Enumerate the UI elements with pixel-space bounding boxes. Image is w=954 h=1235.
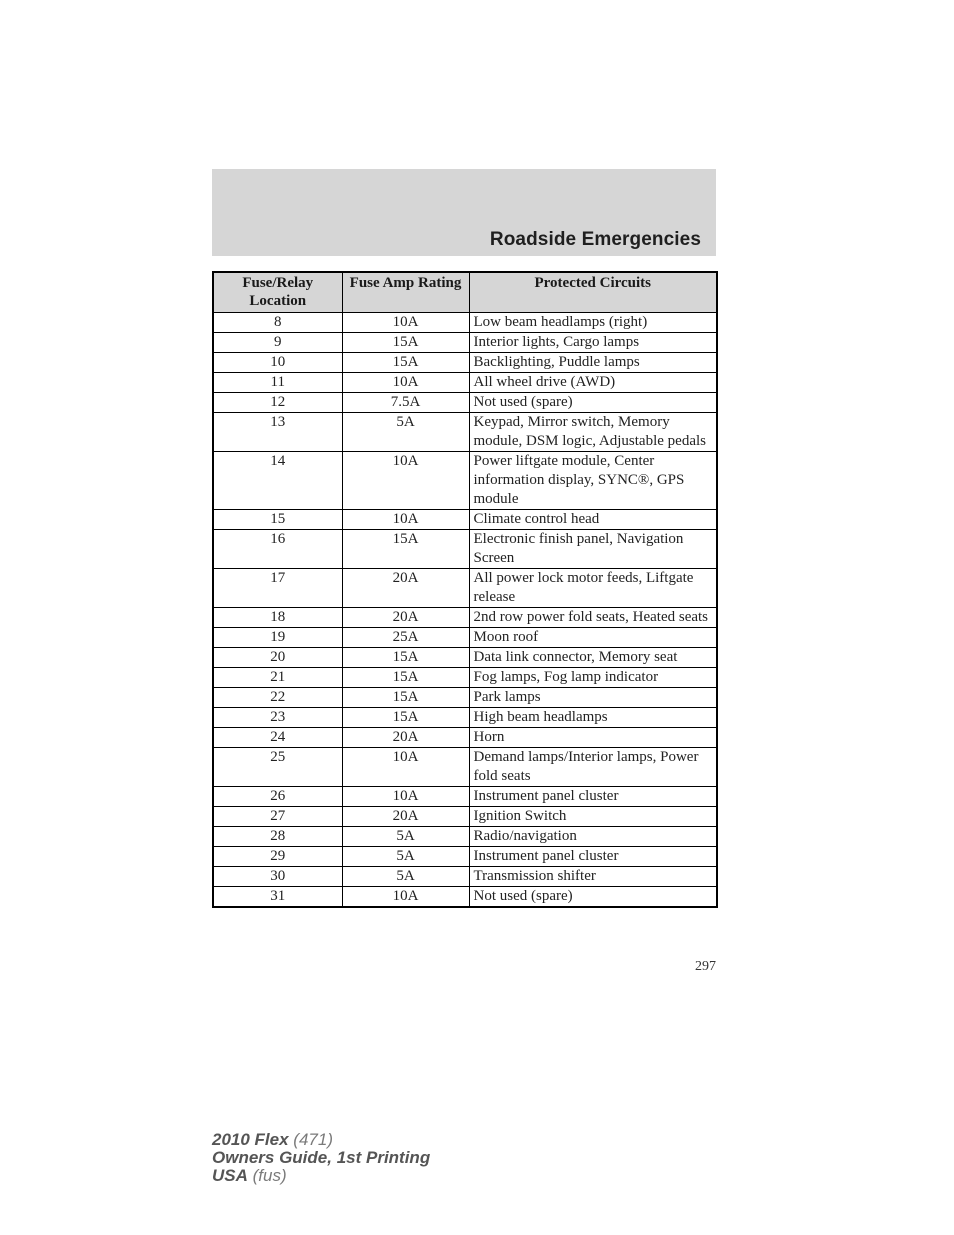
- footer-guide: Owners Guide, 1st Printing: [212, 1148, 431, 1167]
- table-row: [213, 452, 717, 510]
- fuse-location-cell: 15: [213, 510, 342, 530]
- section-title: Roadside Emergencies: [489, 229, 701, 250]
- fuse-location-cell: 12: [213, 393, 342, 413]
- protected-circuits-cell: Fog lamps, Fog lamp indicator: [469, 668, 717, 688]
- fuse-amp-cell: 25A: [342, 628, 469, 648]
- protected-circuits-cell: Data link connector, Memory seat: [469, 648, 717, 668]
- fuse-table-header: [213, 272, 717, 313]
- footer-line-2: [212, 1149, 430, 1167]
- footer: [212, 1131, 430, 1185]
- protected-circuits-cell: Backlighting, Puddle lamps: [469, 353, 717, 373]
- table-row: [213, 373, 717, 393]
- table-row: [213, 807, 717, 827]
- table-row: [213, 353, 717, 373]
- column-header-protected-circuits: Protected Circuits: [469, 272, 717, 313]
- fuse-amp-cell: 10A: [342, 510, 469, 530]
- table-row: [213, 413, 717, 452]
- fuse-location-cell: 17: [213, 569, 342, 608]
- protected-circuits-cell: All power lock motor feeds, Liftgate release: [469, 569, 717, 608]
- fuse-amp-cell: 20A: [342, 728, 469, 748]
- fuse-amp-cell: 10A: [342, 787, 469, 807]
- footer-line-3: [212, 1167, 430, 1185]
- protected-circuits-cell: Park lamps: [469, 688, 717, 708]
- fuse-location-cell: 8: [213, 313, 342, 333]
- fuse-location-cell: 13: [213, 413, 342, 452]
- fuse-amp-cell: 15A: [342, 530, 469, 569]
- fuse-location-cell: 23: [213, 708, 342, 728]
- footer-model: 2010 Flex: [212, 1130, 289, 1149]
- footer-market: USA: [212, 1166, 248, 1185]
- header-row: [213, 272, 717, 313]
- protected-circuits-cell: Low beam headlamps (right): [469, 313, 717, 333]
- protected-circuits-cell: Not used (spare): [469, 887, 717, 908]
- protected-circuits-cell: Not used (spare): [469, 393, 717, 413]
- fuse-amp-cell: 15A: [342, 333, 469, 353]
- fuse-amp-cell: 10A: [342, 748, 469, 787]
- fuse-amp-cell: 15A: [342, 688, 469, 708]
- fuse-location-cell: 9: [213, 333, 342, 353]
- protected-circuits-cell: Demand lamps/Interior lamps, Power fold seats: [469, 748, 717, 787]
- protected-circuits-cell: Power liftgate module, Center information display, SYNC®, GPS module: [469, 452, 717, 510]
- fuse-location-cell: 10: [213, 353, 342, 373]
- table-row: [213, 530, 717, 569]
- protected-circuits-cell: All wheel drive (AWD): [469, 373, 717, 393]
- fuse-location-cell: 21: [213, 668, 342, 688]
- fuse-location-cell: 18: [213, 608, 342, 628]
- fuse-location-cell: 16: [213, 530, 342, 569]
- protected-circuits-cell: Horn: [469, 728, 717, 748]
- protected-circuits-cell: High beam headlamps: [469, 708, 717, 728]
- fuse-amp-cell: 10A: [342, 313, 469, 333]
- table-row: [213, 867, 717, 887]
- footer-model-code: (471): [293, 1130, 333, 1149]
- protected-circuits-cell: Instrument panel cluster: [469, 787, 717, 807]
- fuse-location-cell: 26: [213, 787, 342, 807]
- fuse-amp-cell: 7.5A: [342, 393, 469, 413]
- table-row: [213, 393, 717, 413]
- fuse-amp-cell: 20A: [342, 807, 469, 827]
- table-row: [213, 510, 717, 530]
- protected-circuits-cell: Keypad, Mirror switch, Memory module, DSM logic, Adjustable pedals: [469, 413, 717, 452]
- protected-circuits-cell: Transmission shifter: [469, 867, 717, 887]
- page-number: 297: [695, 959, 716, 974]
- protected-circuits-cell: 2nd row power fold seats, Heated seats: [469, 608, 717, 628]
- table-row: [213, 333, 717, 353]
- fuse-amp-cell: 5A: [342, 847, 469, 867]
- fuse-amp-cell: 10A: [342, 373, 469, 393]
- fuse-amp-cell: 15A: [342, 648, 469, 668]
- fuse-table-body: [213, 313, 717, 908]
- table-row: [213, 688, 717, 708]
- protected-circuits-cell: Climate control head: [469, 510, 717, 530]
- fuse-amp-cell: 5A: [342, 867, 469, 887]
- table-row: [213, 827, 717, 847]
- table-row: [213, 728, 717, 748]
- protected-circuits-cell: Ignition Switch: [469, 807, 717, 827]
- protected-circuits-cell: Interior lights, Cargo lamps: [469, 333, 717, 353]
- fuse-location-cell: 30: [213, 867, 342, 887]
- protected-circuits-cell: Instrument panel cluster: [469, 847, 717, 867]
- fuse-location-cell: 31: [213, 887, 342, 908]
- table-row: [213, 313, 717, 333]
- table-row: [213, 628, 717, 648]
- fuse-location-cell: 20: [213, 648, 342, 668]
- table-row: [213, 668, 717, 688]
- table-row: [213, 708, 717, 728]
- footer-market-code: (fus): [252, 1166, 287, 1185]
- column-header-amp-rating: Fuse Amp Rating: [342, 272, 469, 313]
- table-row: [213, 847, 717, 867]
- fuse-location-cell: 29: [213, 847, 342, 867]
- fuse-location-cell: 25: [213, 748, 342, 787]
- fuse-amp-cell: 15A: [342, 708, 469, 728]
- protected-circuits-cell: Moon roof: [469, 628, 717, 648]
- column-header-location: Fuse/Relay Location: [213, 272, 342, 313]
- fuse-amp-cell: 15A: [342, 668, 469, 688]
- fuse-location-cell: 14: [213, 452, 342, 510]
- fuse-amp-cell: 20A: [342, 569, 469, 608]
- fuse-amp-cell: 5A: [342, 413, 469, 452]
- table-row: [213, 787, 717, 807]
- fuse-amp-cell: 10A: [342, 452, 469, 510]
- section-header-band: [212, 169, 716, 256]
- table-row: [213, 648, 717, 668]
- table-row: [213, 748, 717, 787]
- table-row: [213, 887, 717, 908]
- fuse-location-cell: 28: [213, 827, 342, 847]
- fuse-location-cell: 22: [213, 688, 342, 708]
- table-row: [213, 569, 717, 608]
- protected-circuits-cell: Radio/navigation: [469, 827, 717, 847]
- fuse-amp-cell: 15A: [342, 353, 469, 373]
- fuse-amp-cell: 10A: [342, 887, 469, 908]
- fuse-amp-cell: 20A: [342, 608, 469, 628]
- fuse-location-cell: 24: [213, 728, 342, 748]
- fuse-location-cell: 19: [213, 628, 342, 648]
- protected-circuits-cell: Electronic finish panel, Navigation Screen: [469, 530, 717, 569]
- fuse-location-cell: 27: [213, 807, 342, 827]
- fuse-amp-cell: 5A: [342, 827, 469, 847]
- fuse-table: [212, 271, 718, 908]
- table-row: [213, 608, 717, 628]
- fuse-location-cell: 11: [213, 373, 342, 393]
- footer-line-1: [212, 1131, 430, 1149]
